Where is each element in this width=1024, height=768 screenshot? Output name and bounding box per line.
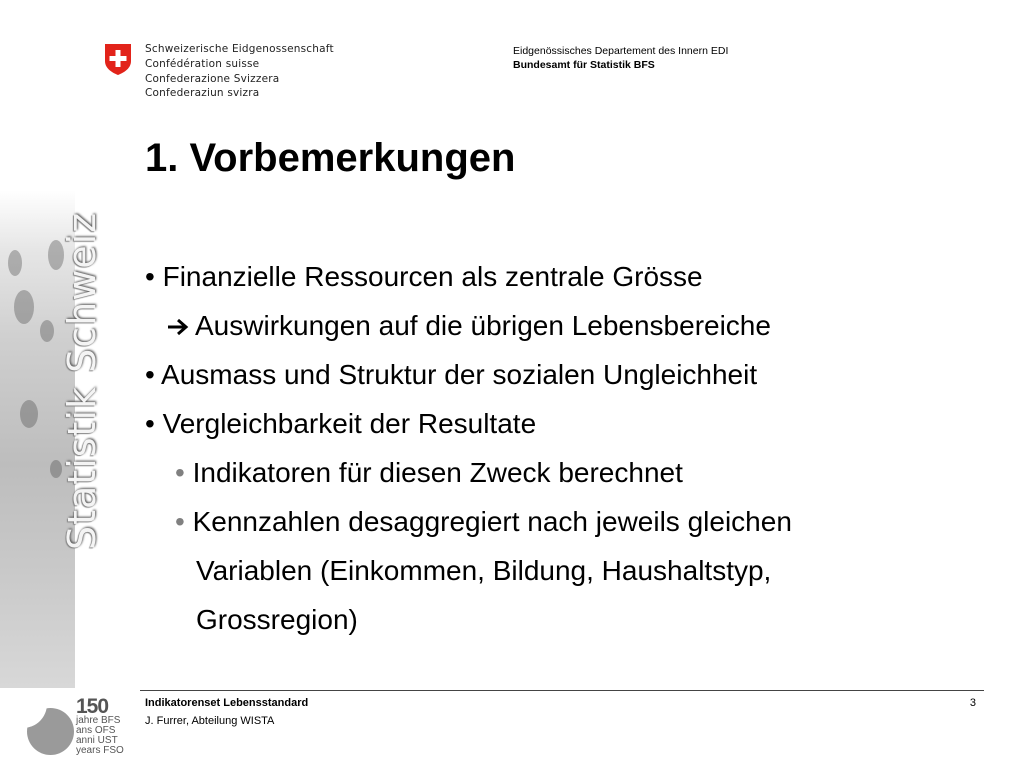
bullet-item — [145, 301, 792, 350]
bullet-text: Auswirkungen auf die übrigen Lebensbereiche — [195, 310, 771, 341]
anniversary-number: 150 — [76, 695, 109, 718]
sidebar-brand-text: Statistik Schweiz — [60, 211, 104, 550]
bullet-item — [145, 399, 792, 448]
arrow-right-icon — [167, 317, 189, 337]
bullet-marker: • — [145, 408, 155, 439]
conf-name-fr: Confédération suisse — [145, 57, 260, 70]
bullet-text: Vergleichbarkeit der Resultate — [162, 408, 537, 439]
confederation-names — [145, 42, 334, 101]
bullet-marker: • — [145, 261, 155, 292]
anniversary-line: ans OFS — [76, 725, 116, 736]
department-block — [513, 44, 728, 72]
bullet-text: Kennzahlen desaggregiert nach jeweils gleichen — [192, 506, 792, 537]
bullet-text: Finanzielle Ressourcen als zentrale Grösse — [162, 261, 703, 292]
bullet-item — [145, 252, 792, 301]
footer-divider — [140, 690, 984, 691]
slide-content — [145, 252, 792, 644]
bullet-text: Ausmass und Struktur der sozialen Ungleichheit — [161, 359, 758, 390]
slide-title: 1. Vorbemerkungen — [145, 136, 516, 180]
swiss-crest-icon — [103, 43, 133, 76]
footer-presentation-title: Indikatorenset Lebensstandard — [145, 697, 309, 709]
bullet-item — [145, 350, 792, 399]
sub-bullet-item — [145, 497, 792, 546]
page-number: 3 — [969, 697, 976, 709]
bullet-text: Grossregion) — [196, 604, 358, 635]
conf-name-rm: Confederaziun svizra — [145, 87, 260, 100]
sub-bullet-marker: • — [175, 457, 185, 488]
sub-bullet-continuation — [145, 546, 792, 595]
anniversary-logo-circle — [27, 708, 74, 755]
anniversary-text — [76, 716, 124, 756]
bullet-text: Indikatoren für diesen Zweck berechnet — [192, 457, 683, 488]
anniversary-line: anni UST — [76, 735, 118, 746]
office-name: Bundesamt für Statistik BFS — [513, 59, 655, 71]
sub-bullet-marker: • — [175, 506, 185, 537]
bullet-text: Variablen (Einkommen, Bildung, Haushaltstyp, — [196, 555, 772, 586]
conf-name-de: Schweizerische Eidgenossenschaft — [145, 43, 334, 55]
conf-name-it: Confederazione Svizzera — [145, 72, 280, 85]
sub-bullet-item — [145, 448, 792, 497]
sub-bullet-continuation — [145, 595, 792, 644]
anniversary-line: years FSO — [76, 745, 124, 756]
footer-author: J. Furrer, Abteilung WISTA — [145, 715, 275, 727]
anniversary-line: jahre BFS — [76, 715, 121, 726]
department-name: Eidgenössisches Departement des Innern EDI — [513, 45, 729, 57]
bullet-marker: • — [145, 359, 155, 390]
statistik-schweiz-sidebar — [0, 190, 104, 688]
